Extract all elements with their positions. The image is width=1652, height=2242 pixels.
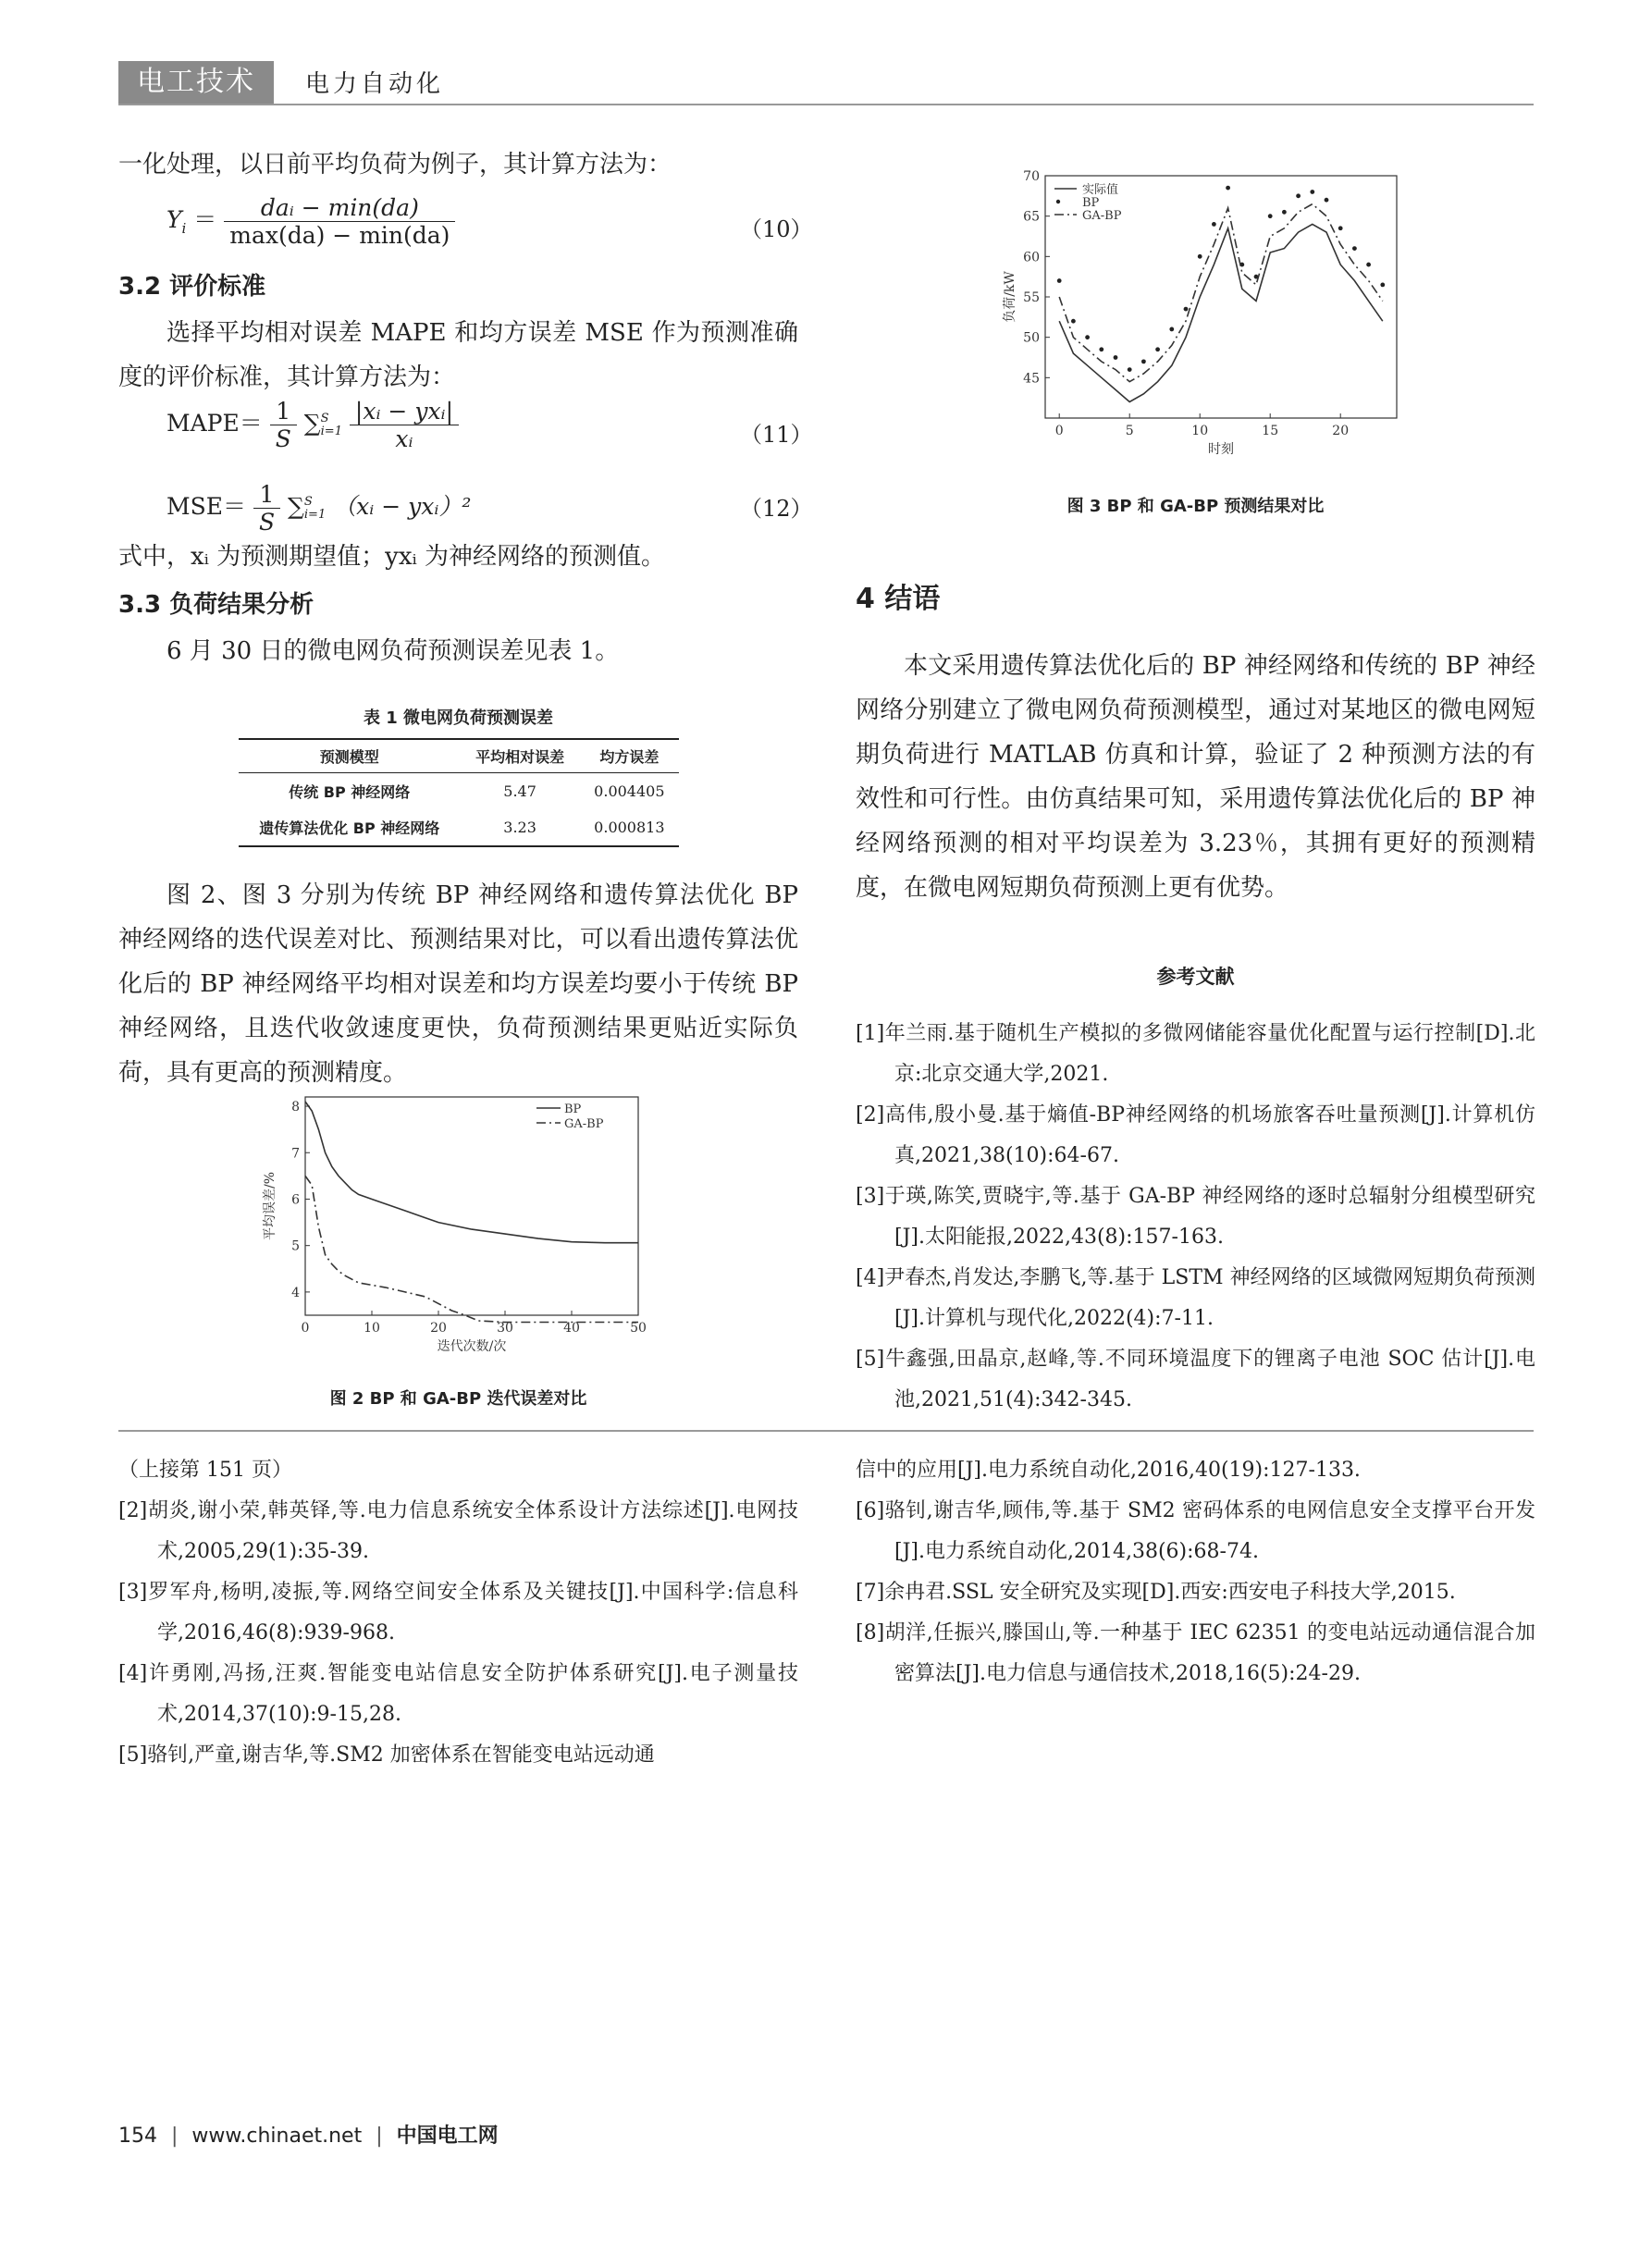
data-point-BP — [1184, 307, 1189, 312]
eq10-number: （10） — [740, 216, 813, 242]
data-point-BP — [1099, 347, 1103, 351]
journal-subsection: 电力自动化 — [305, 70, 445, 98]
reference-item: [6]骆钊,谢吉华,顾伟,等.基于 SM2 密码体系的电网信息安全支撑平台开发[J].电力系统自动化,2014,38(6):68-74. — [856, 1499, 1535, 1563]
figure-3-chart — [980, 165, 1415, 470]
eq10-lhs: Y — [166, 206, 182, 233]
table-cell: 0.000813 — [580, 809, 679, 846]
table-header-cell: 预测模型 — [239, 739, 461, 773]
data-point-BP — [1128, 367, 1132, 372]
table-cell: 遗传算法优化 BP 神经网络 — [239, 809, 461, 846]
reference-item: [2]胡炎,谢小荣,韩英铎,等.电力信息系统安全体系设计方法综述[J].电网技术,2005,29(1):35-39. — [118, 1499, 798, 1563]
x-tick-label: 5 — [1125, 424, 1134, 438]
table-row — [239, 809, 679, 846]
legend-label: BP — [1082, 196, 1100, 210]
y-axis-label: 负荷/kW — [1003, 271, 1017, 323]
y-tick-label: 55 — [1023, 290, 1040, 305]
intro-text: 一化处理，以日前平均负荷为例子，其计算方法为： — [118, 151, 672, 179]
eq11-sumsup: S — [320, 411, 329, 425]
eq10-den: max(da) − min(da) — [229, 222, 450, 249]
eq11-f1d: S — [275, 425, 291, 452]
header-rule — [118, 104, 1534, 105]
reference-item: [5]骆钊,严童,谢吉华,等.SM2 加密体系在智能变电站远动通 — [118, 1743, 655, 1767]
section-3-3-title: 3.3 负荷结果分析 — [118, 591, 314, 619]
section-4-title: 4 结语 — [856, 583, 941, 615]
figure-2-chart — [250, 1091, 657, 1378]
data-point-BP — [1268, 214, 1273, 218]
data-point-BP — [1352, 246, 1357, 251]
eq11-lhs: MAPE＝ — [166, 410, 263, 437]
footer-brand: 中国电工网 — [396, 2124, 499, 2148]
x-axis-label: 迭代次数/次 — [437, 1339, 507, 1354]
data-point-BP — [1226, 186, 1230, 191]
reference-item: [1]年兰雨.基于随机生产模拟的多微网储能容量优化配置与运行控制[D].北京:北京交通大学,2021. — [856, 1022, 1535, 1086]
y-tick-label: 8 — [291, 1100, 300, 1115]
table-cell: 5.47 — [503, 782, 536, 800]
eq12-f1d: S — [258, 509, 276, 536]
x-tick-label: 0 — [301, 1321, 310, 1336]
series-line-GA-BP — [305, 1176, 638, 1322]
data-point-BP — [1366, 263, 1371, 267]
y-tick-label: 7 — [291, 1146, 300, 1162]
y-axis-label: 平均误差/% — [263, 1171, 277, 1241]
data-point-BP — [1380, 283, 1385, 288]
data-point-BP — [1325, 198, 1329, 203]
eq12-sum: ∑ — [288, 493, 304, 520]
table-1-caption: 表 1 微电网负荷预测误差 — [363, 708, 554, 728]
figure-discussion-paragraph: 图 2、图 3 分别为传统 BP 神经网络和遗传算法优化 BP 神经网络的迭代误差对比、预测结果对比，可以看出遗传算法优化后的 BP 神经网络平均相对误差和均方误差均要小于传统 BP 神经网络，且迭代收敛速度更快，负荷预测结果更贴近实际负荷，具有更高的预测精度。 — [118, 881, 798, 1087]
figure-2-caption: 图 2 BP 和 GA-BP 迭代误差对比 — [329, 1389, 587, 1409]
x-tick-label: 10 — [364, 1321, 380, 1336]
x-tick-label: 20 — [1332, 424, 1350, 438]
x-tick-label: 10 — [1191, 424, 1209, 438]
table-1 — [239, 738, 679, 847]
reference-item: [3]罗军舟,杨明,凌振,等.网络空间安全体系及关键技[J].中国科学:信息科学,2016,46(8):939-968. — [118, 1581, 798, 1645]
y-tick-label: 45 — [1023, 371, 1040, 387]
y-tick-label: 50 — [1023, 330, 1040, 346]
eq11-num: |xᵢ − yxᵢ| — [350, 398, 459, 425]
equation-11 — [166, 398, 459, 452]
table-row — [239, 773, 679, 810]
eq11-f1n: 1 — [270, 398, 297, 425]
legend-label: GA-BP — [1082, 209, 1122, 223]
table-header-cell: 均方误差 — [580, 739, 679, 773]
x-tick-label: 40 — [563, 1321, 580, 1336]
eq12-body: （xᵢ − yxᵢ）² — [333, 493, 472, 520]
table-cell: 0.004405 — [594, 782, 665, 800]
x-tick-label: 0 — [1054, 424, 1064, 438]
eq11-number: （11） — [740, 422, 813, 448]
eq12-sumsup: S — [303, 494, 313, 509]
legend-label: GA-BP — [564, 1117, 604, 1131]
y-tick-label: 6 — [291, 1192, 300, 1208]
x-tick-label: 20 — [430, 1321, 447, 1336]
footer-site-link[interactable]: www.chinaet.net — [191, 2125, 363, 2148]
page-footer: 154 | www.chinaet.net | 中国电工网 — [118, 2124, 499, 2148]
reference-item: [5]牛鑫强,田晶京,赵峰,等.不同环境温度下的锂离子电池 SOC 估计[J].电池,2021,51(4):342-345. — [856, 1348, 1535, 1411]
references-list — [856, 1014, 1535, 1421]
continued-left — [118, 1450, 798, 1776]
data-point-BP — [1114, 355, 1118, 360]
y-tick-label: 4 — [291, 1285, 300, 1300]
eq12-sumsub: i=1 — [303, 507, 327, 522]
equation-12 — [166, 481, 471, 536]
section-3-2-title: 3.2 评价标准 — [118, 273, 266, 301]
reference-item: [3]于瑛,陈笑,贾晓宇,等.基于 GA-BP 神经网络的逐时总辐射分组模型研究[J].太阳能报,2022,43(8):157-163. — [856, 1185, 1535, 1249]
data-point-BP — [1141, 359, 1146, 363]
eq12-f1n: 1 — [253, 481, 280, 509]
reference-item: [8]胡洋,任振兴,滕国山,等.一种基于 IEC 62351 的变电站远动通信混合加密算法[J].电力信息与通信技术,2018,16(5):24-29. — [856, 1621, 1535, 1685]
data-point-BP — [1085, 335, 1090, 339]
data-point-BP — [1169, 327, 1174, 332]
y-tick-label: 60 — [1023, 250, 1040, 265]
y-tick-label: 65 — [1023, 209, 1040, 225]
data-point-BP — [1057, 278, 1062, 283]
continued-right — [856, 1450, 1535, 1694]
journal-section-tag: 电工技术 — [118, 61, 274, 104]
reference-item: 信中的应用[J].电力系统自动化,2016,40(19):127-133. — [856, 1459, 1361, 1482]
data-point-BP — [1310, 190, 1314, 194]
y-tick-label: 70 — [1023, 169, 1040, 184]
reference-item: [2]高伟,殷小曼.基于熵值-BP神经网络的机场旅客吞吐量预测[J].计算机仿真,2021,38(10):64-67. — [856, 1103, 1535, 1167]
series-line-实际值 — [1059, 224, 1383, 401]
reference-item: [4]尹春杰,肖发达,李鹏飞,等.基于 LSTM 神经网络的区域微网短期负荷预测[J].计算机与现代化,2022(4):7-11. — [856, 1266, 1535, 1330]
eq11-sumsub: i=1 — [320, 424, 342, 438]
data-point-BP — [1071, 319, 1076, 324]
series-line-GA-BP — [1059, 204, 1383, 382]
section-3-2-paragraph: 选择平均相对误差 MAPE 和均方误差 MSE 作为预测准确度的评价标准，其计算方法为： — [118, 319, 798, 391]
x-tick-label: 15 — [1262, 424, 1279, 438]
y-tick-label: 5 — [291, 1238, 300, 1254]
eq11-sum: ∑ — [303, 410, 321, 437]
x-tick-label: 30 — [497, 1321, 513, 1336]
legend-label: 实际值 — [1082, 183, 1119, 197]
data-point-BP — [1338, 226, 1343, 230]
left-column — [118, 142, 798, 187]
eq12-number: （12） — [740, 496, 813, 522]
table-header-row — [239, 739, 679, 773]
data-point-BP — [1155, 347, 1160, 351]
references-title: 参考文献 — [1156, 966, 1235, 988]
data-point-BP — [1282, 210, 1287, 215]
data-point-BP — [1212, 222, 1216, 227]
continued-heading: （上接第 151 页） — [118, 1459, 292, 1482]
continued-divider — [118, 1430, 1534, 1432]
table-cell: 3.23 — [461, 809, 580, 846]
conclusion-paragraph: 本文采用遗传算法优化后的 BP 神经网络和传统的 BP 神经网络分别建立了微电网负荷预测模型，通过对某地区的微电网短期负荷进行 MATLAB 仿真和计算，验证了 2 种预测方法的有效性和可行性。由仿真结果可知，采用遗传算法优化后的 BP 神经网络预测的相对平均误差为 3.23％，其拥有更好的预测精度，在微电网短期负荷预测上更有优势。 — [856, 652, 1535, 902]
eq11-den: xᵢ — [395, 425, 413, 452]
reference-item: [4]许勇刚,冯扬,汪爽.智能变电站信息安全防护体系研究[J].电子测量技术,2014,37(10):9-15,28. — [118, 1662, 798, 1726]
x-tick-label: 50 — [630, 1321, 647, 1336]
reference-item: [7]余冉君.SSL 安全研究及实现[D].西安:西安电子科技大学,2015. — [856, 1581, 1456, 1604]
variables-note: 式中，xᵢ 为预测期望值；yxᵢ 为神经网络的预测值。 — [118, 543, 666, 571]
table-cell: 传统 BP 神经网络 — [289, 783, 411, 801]
page-number: 154 — [118, 2125, 157, 2148]
eq10-sub: i — [181, 220, 187, 237]
eq12-lhs: MSE＝ — [166, 493, 246, 520]
equation-10: $Y_i$ ＝ $\frac{\text{daᵢ − min(da)}}{\max(da) - \min(da)}$ — [166, 194, 455, 249]
legend-label: BP — [564, 1103, 582, 1116]
table-header-cell: 平均相对误差 — [461, 739, 580, 773]
x-axis-label: 时刻 — [1208, 442, 1234, 457]
section-3-3-paragraph: 6 月 30 日的微电网负荷预测误差见表 1。 — [166, 637, 620, 665]
figure-3-caption: 图 3 BP 和 GA-BP 预测结果对比 — [1066, 497, 1325, 516]
legend-swatch — [1056, 200, 1060, 203]
data-point-BP — [1198, 254, 1202, 259]
data-point-BP — [1296, 193, 1301, 198]
eq10-num: daᵢ − min(da) — [224, 194, 455, 222]
